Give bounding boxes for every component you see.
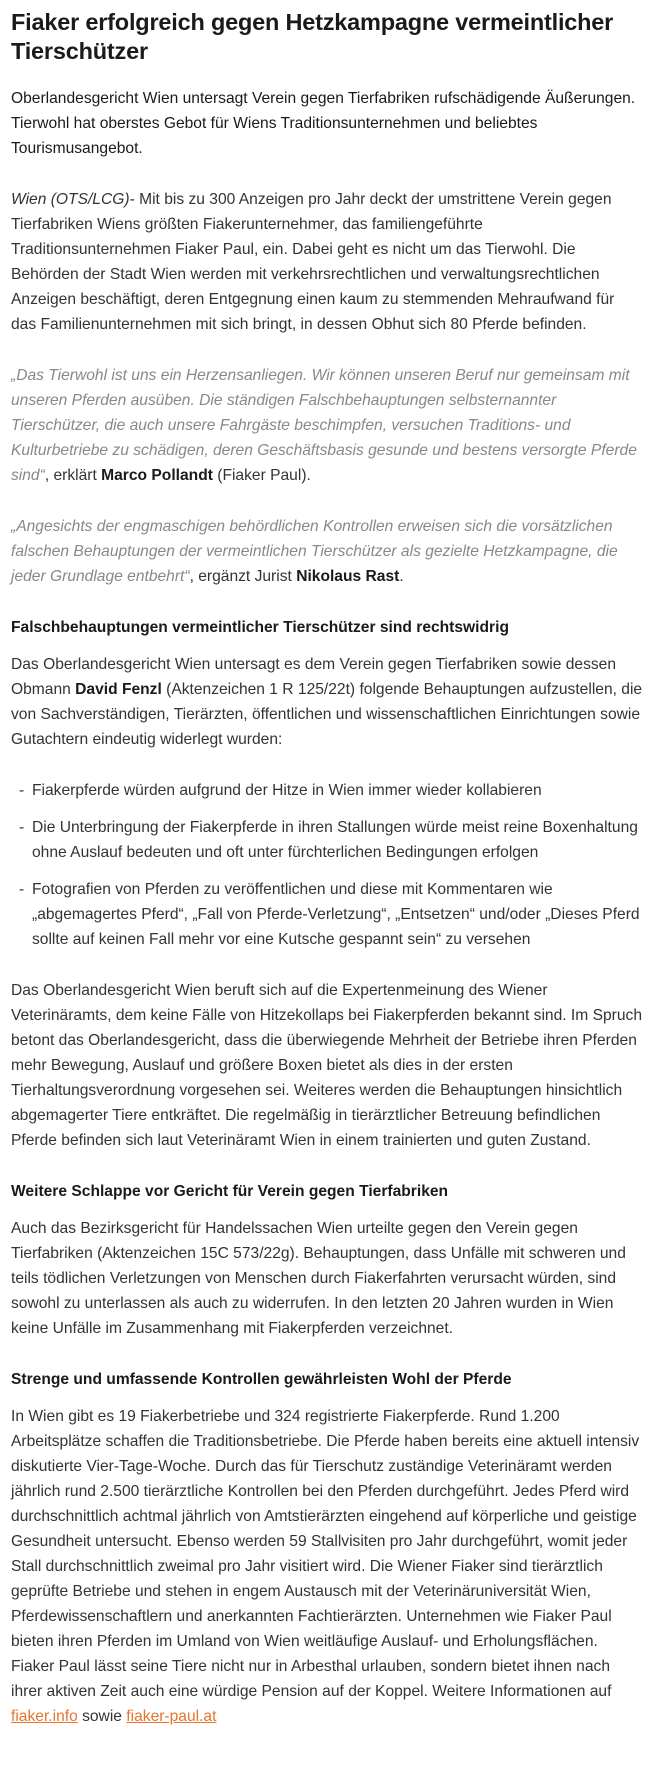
quote-paragraph-2 <box>11 514 643 589</box>
quote-affiliation-1: (Fiaker Paul). <box>212 467 311 484</box>
section2-paragraph-1: Auch das Bezirksgericht für Handelssachen Wien urteilte gegen den Verein gegen Tierfabriken (Aktenzeichen 15C 573/22g). Behauptungen, dass Unfälle mit schweren und teils tödlichen Verletzungen von Menschen durch Fiakerfahrten verursacht würden, sind sowohl zu unterlassen als auch zu widerrufen. In den letzten 20 Jahren wurden in Wien keine Unfälle im Zusammenhang mit Fiakerpferden verzeichnet. <box>11 1220 626 1337</box>
dateline: Wien (OTS/LCG) <box>11 191 130 208</box>
claims-list <box>11 778 643 952</box>
section3-between: sowie <box>77 1708 127 1725</box>
section1-paragraph-2: Das Oberlandesgericht Wien beruft sich auf die Expertenmeinung des Wiener Veterinäramts, dem keine Fälle von Hitzekollaps bei Fiakerpferden bekannt sind. Im Spruch betont das Oberlandesgericht, dass die überwiegende Mehrheit der Betriebe ihren Pferden mehr Bewegung, Auslauf und größere Boxen bietet als dies in der ersten Tierhaltungsverordnung vorgesehen sei. Weiteres werden die Behauptungen hinsichtlich abgemagerter Tiere entkräftet. Die regelmäßig in tierärztlicher Betreuung befindlichen Pferde befinden sich laut Veterinäramt Wien in einem trainierten und guten Zustand. <box>11 982 642 1149</box>
section1-paragraph-1 <box>11 652 643 752</box>
list-item: - Die Unterbringung der Fiakerpferde in ihren Stallungen würde meist reine Boxenhaltung ohne Auslauf bedeuten und oft unter fürchterlichen Bedingungen erfolgen <box>17 815 643 865</box>
section3-p1-text: In Wien gibt es 19 Fiakerbetriebe und 324 registrierte Fiakerpferde. Rund 1.200 Arbeitsplätze schaffen die Traditionsbetriebe. Die Pferde haben bereits eine aktuell intensiv diskutierte Vier-Tage-Woche. Durch das für Tierschutz zuständige Veterinäramt werden jährlich rund 2.500 tierärztliche Kontrollen bei den Pferden durchgeführt. Jedes Pferd wird durchschnittlich achtmal jährlich von Amtstierärzten eingehend auf körperliche und geistige Gesundheit untersucht. Ebenso werden 59 Stallvisiten pro Jahr durchgeführt, womit jeder Stall durchschnittlich zweimal pro Jahr visitiert wird. Die Wiener Fiaker sind tierärztlich geprüfte Betriebe und stehen in engem Austausch mit der Veterinäruniversität Wien, Pferdewissenschaftlern und anerkannten Fachtierärzten. Unternehmen wie Fiaker Paul bieten ihren Pferden im Umland von Wien weitläufige Auslauf- und Erholungsflächen. Fiaker Paul lässt seine Tiere nicht nur in Arbesthal urlauben, sondern bietet ihnen nach ihrer aktiven Zeit auch eine würdige Pension auf der Koppel. Weitere Informationen auf <box>11 1408 640 1700</box>
quote-text-1: „Das Tierwohl ist uns ein Herzensanliegen. Wir können unseren Beruf nur gemeinsam mit unseren Pferden ausüben. Die ständigen Falschbehauptungen selbsternannter Tierschützer, die auch unsere Fahrgäste beschimpfen, versuchen Traditions- und Kulturbetriebe zu schädigen, deren Geschäftsbasis gesunde und bestens versorgte Pferde sind“ <box>11 367 637 484</box>
section-heading-3: Strenge und umfassende Kontrollen gewährleisten Wohl der Pferde <box>11 1371 512 1388</box>
article-title: Fiaker erfolgreich gegen Hetzkampagne vermeintlicher Tierschützer <box>11 9 614 64</box>
fiaker-info-link[interactable]: fiaker.info <box>11 1708 78 1725</box>
intro-text: - Mit bis zu 300 Anzeigen pro Jahr deckt der umstrittene Verein gegen Tierfabriken Wiens größten Fiakerunternehmer, das familiengeführte Traditionsunternehmen Fiaker Paul, ein. Dabei geht es nicht um das Tierwohl. Die Behörden der Stadt Wien werden mit verkehrsrechtlichen und verwaltungsrechtlichen Anzeigen beschäftigt, deren Entgegnung einen kaum zu stemmenden Mehraufwand für das Familienunternehmen mit sich bringt, in dessen Obhut sich 80 Pferde befinden. <box>11 191 615 333</box>
fiaker-paul-link[interactable]: fiaker-paul.at <box>126 1708 217 1725</box>
quote-speaker-2: Nikolaus Rast <box>296 568 400 585</box>
intro-paragraph <box>11 187 643 337</box>
list-item: - Fiakerpferde würden aufgrund der Hitze in Wien immer wieder kollabieren <box>17 778 643 803</box>
quote-verb-2: , ergänzt Jurist <box>189 568 297 585</box>
quote-end-2: . <box>399 568 404 585</box>
quote-speaker-1: Marco Pollandt <box>101 467 213 484</box>
section3-paragraph-1 <box>11 1404 643 1729</box>
section-heading-1: Falschbehauptungen vermeintlicher Tierschützer sind rechtswidrig <box>11 619 509 636</box>
quote-paragraph-1 <box>11 363 643 488</box>
section1-p1-after: (Aktenzeichen 1 R 125/22t) folgende Behauptungen aufzustellen, die von Sachverständigen, Tierärzten, öffentlichen und wissenschaftlichen Einrichtungen sowie Gutachtern eindeutig widerlegt wurden: <box>11 681 643 748</box>
list-item: - Fotografien von Pferden zu veröffentlichen und diese mit Kommentaren wie „abgemagertes Pferd“, „Fall von Pferde-Verletzung“, „Entsetzen“ und/oder „Dieses Pferd sollte auf keinen Fall mehr vor eine Kutsche gespannt sein“ zu versehen <box>17 877 643 952</box>
quote-verb-1: , erklärt <box>44 467 102 484</box>
section1-p1-name: David Fenzl <box>75 681 162 698</box>
quote-text-2: „Angesichts der engmaschigen behördlichen Kontrollen erweisen sich die vorsätzlichen falschen Behauptungen der vermeintlichen Tierschützer als gezielte Hetzkampagne, die jeder Grundlage entbehrt“ <box>11 518 618 585</box>
section1-p1-before: Das Oberlandesgericht Wien untersagt es dem Verein gegen Tierfabriken sowie dessen Obmann <box>11 656 617 698</box>
article-lead: Oberlandesgericht Wien untersagt Verein gegen Tierfabriken rufschädigende Äußerungen. Tierwohl hat oberstes Gebot für Wiens Traditionsunternehmen und beliebtes Tourismusangebot. <box>11 90 636 157</box>
section-heading-2: Weitere Schlappe vor Gericht für Verein gegen Tierfabriken <box>11 1183 449 1200</box>
